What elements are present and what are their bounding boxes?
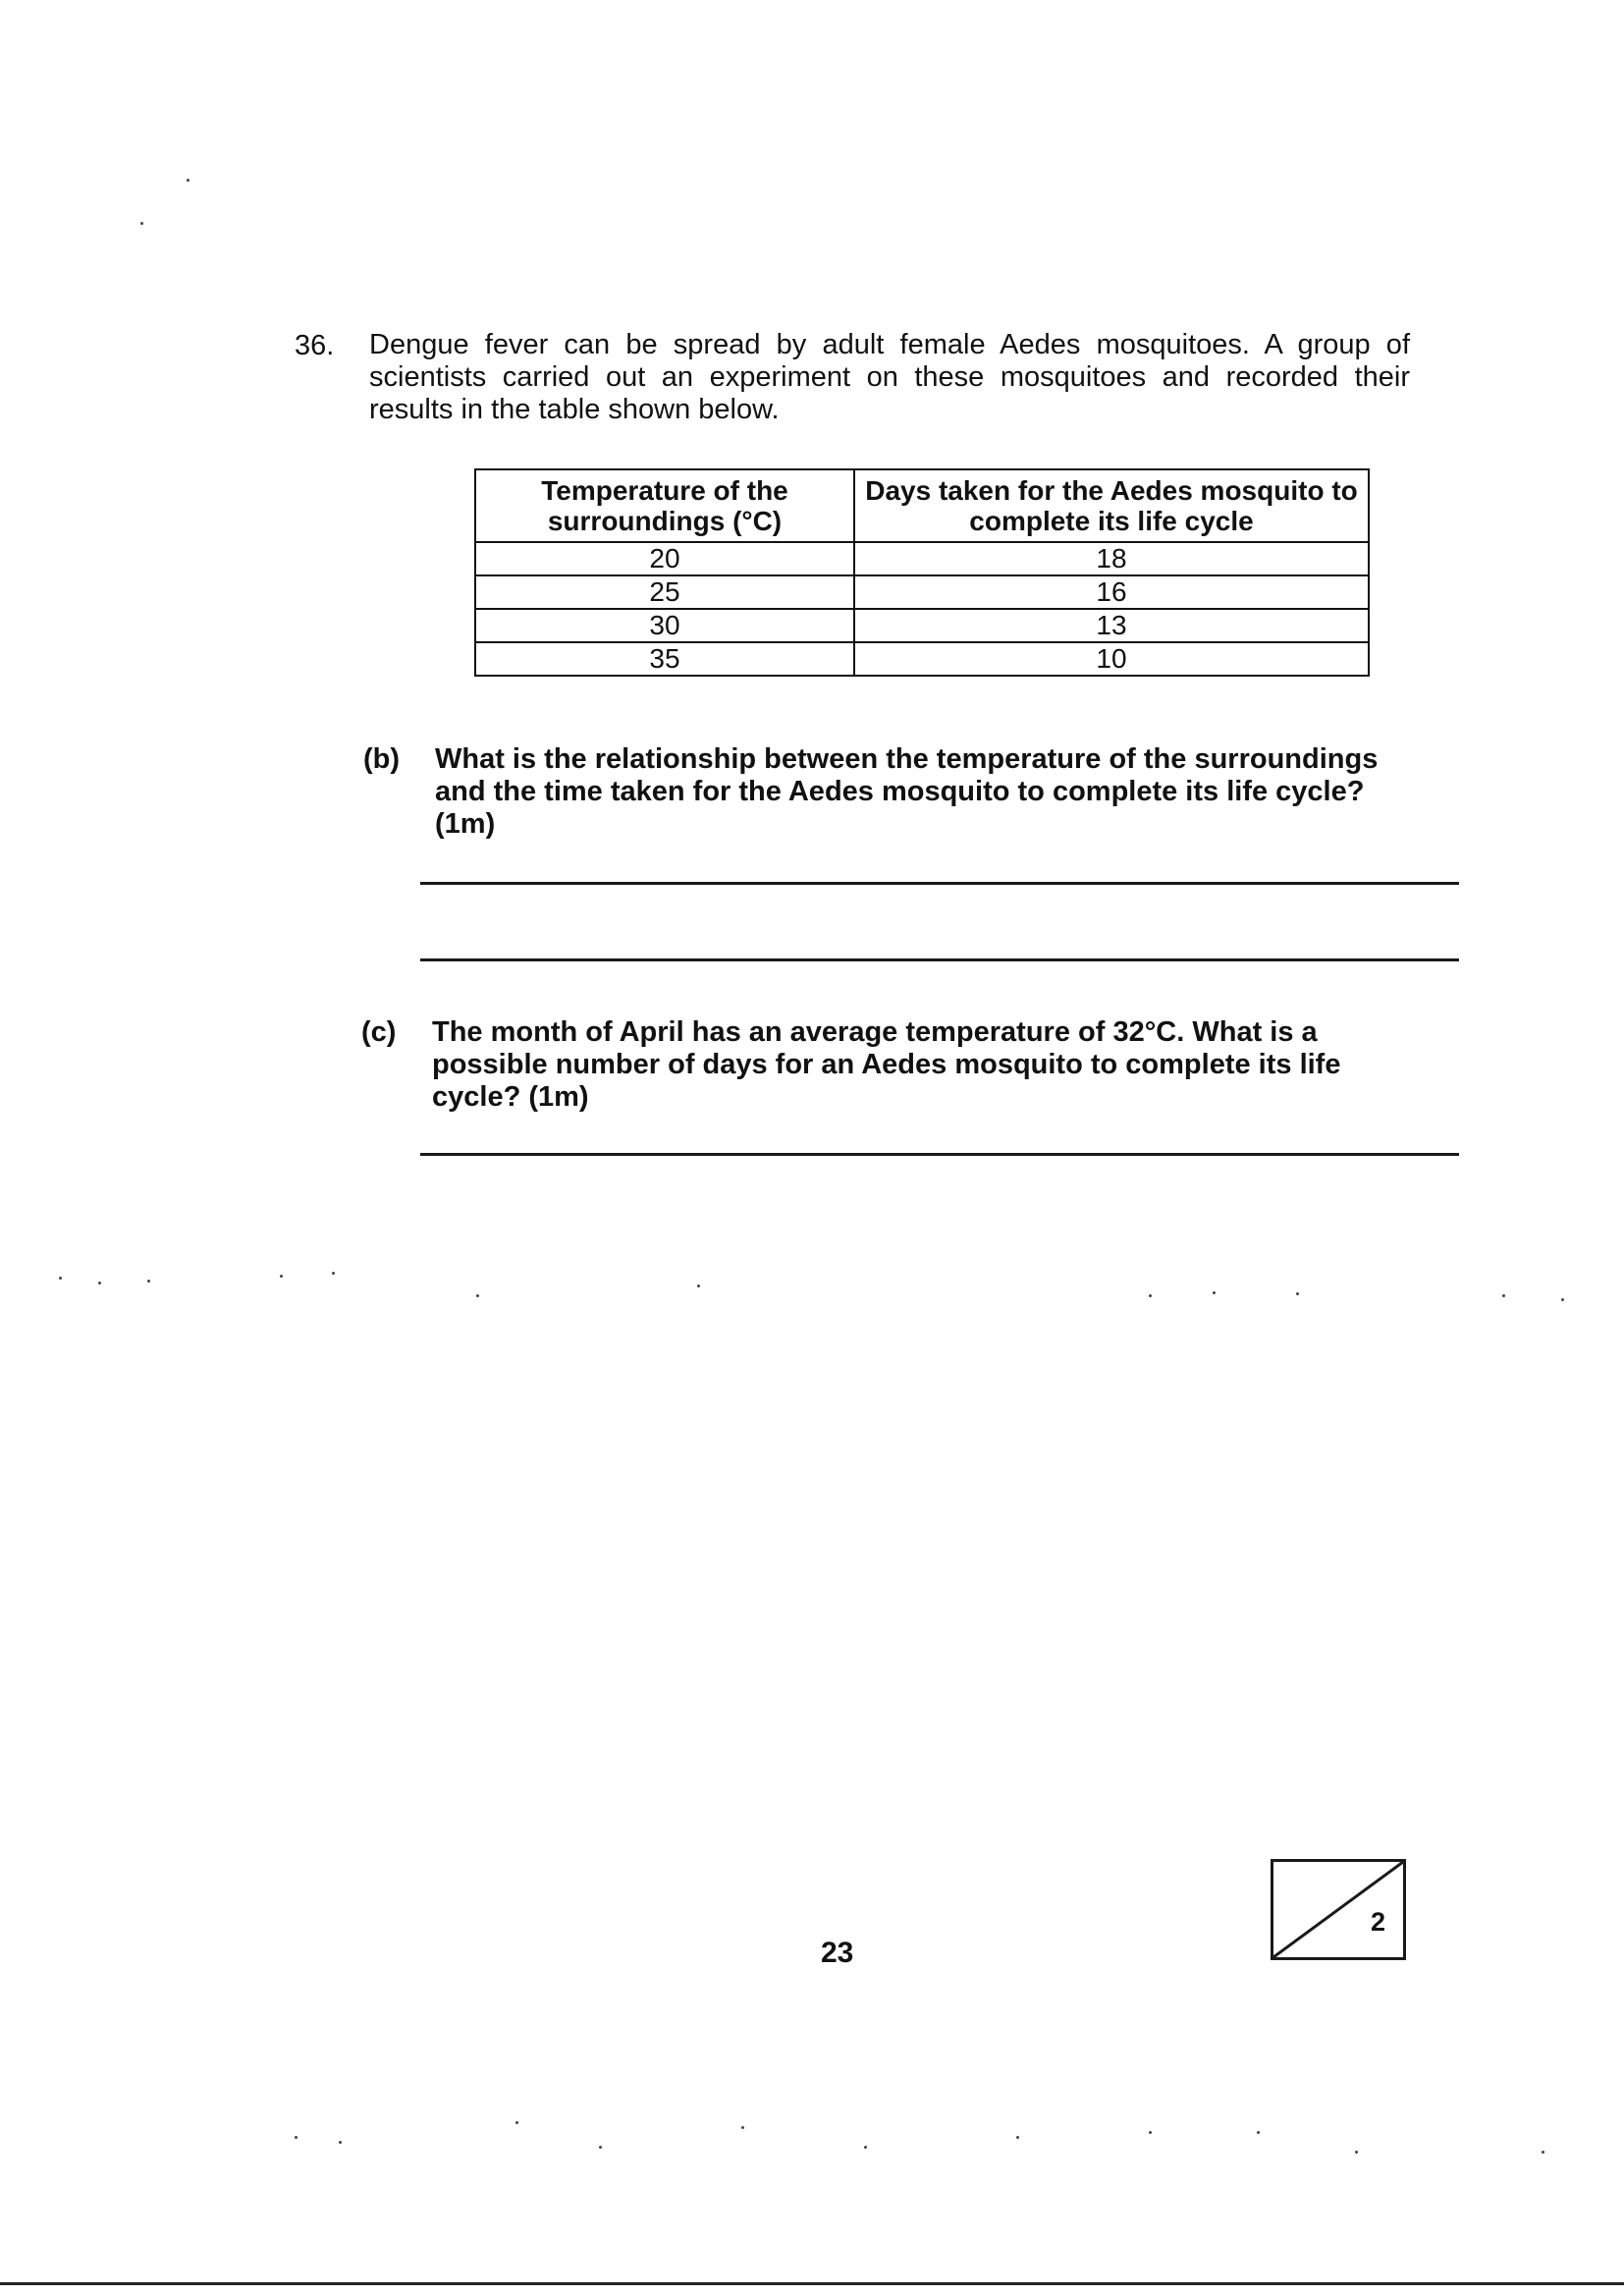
- answer-line-b2[interactable]: [420, 958, 1459, 961]
- header-temperature: Temperature of the surroundings (°C): [475, 469, 854, 542]
- scan-speck: [140, 222, 143, 225]
- table-row: [475, 575, 1369, 609]
- scan-speck: [332, 1272, 335, 1275]
- scan-speck: [1213, 1291, 1216, 1294]
- scan-speck: [147, 1280, 150, 1283]
- part-b-label: (b): [363, 743, 401, 775]
- table-row: [475, 642, 1369, 676]
- temperature-cell: 20: [475, 542, 854, 575]
- scan-speck: [1542, 2151, 1544, 2154]
- days-cell: 13: [854, 609, 1369, 642]
- scan-speck: [1561, 1298, 1564, 1301]
- table-row: [475, 609, 1369, 642]
- days-cell: 18: [854, 542, 1369, 575]
- part-c-label: (c): [361, 1016, 397, 1048]
- header-days: Days taken for the Aedes mosquito to complete its life cycle: [854, 469, 1369, 542]
- scan-speck: [1502, 1294, 1505, 1297]
- scan-speck: [1149, 2131, 1152, 2134]
- scan-speck: [1016, 2136, 1019, 2139]
- answer-line-b1[interactable]: [420, 882, 1459, 885]
- days-cell: 10: [854, 642, 1369, 676]
- marks-box: [1271, 1859, 1406, 1960]
- scan-speck: [59, 1277, 62, 1280]
- page-number: 23: [821, 1937, 854, 1969]
- scan-speck: [864, 2146, 867, 2149]
- answer-line-c1[interactable]: [420, 1153, 1459, 1156]
- scan-speck: [1149, 1294, 1152, 1297]
- scan-speck: [280, 1275, 283, 1278]
- question-number: 36.: [295, 330, 335, 361]
- scan-speck: [515, 2121, 518, 2124]
- scan-speck: [599, 2146, 602, 2149]
- scan-speck: [476, 1294, 479, 1297]
- part-c-question: The month of April has an average temperature of 32°C. What is a possible number of days for an Aedes mosquito to complete its life cycle? (1m): [432, 1016, 1341, 1113]
- temperature-cell: 30: [475, 609, 854, 642]
- part-b-question: What is the relationship between the temperature of the surroundings and the time taken for the Aedes mosquito to complete its life cycle? (1m): [435, 743, 1379, 840]
- scan-speck: [697, 1285, 700, 1287]
- scan-speck: [741, 2126, 744, 2129]
- scan-speck: [339, 2141, 342, 2144]
- table-row: [475, 542, 1369, 575]
- marks-value: 2: [1370, 1907, 1385, 1937]
- temperature-cell: 25: [475, 575, 854, 609]
- scan-speck: [187, 179, 189, 182]
- table-header-row: [475, 469, 1369, 542]
- days-cell: 16: [854, 575, 1369, 609]
- scan-speck: [1257, 2131, 1260, 2134]
- results-table: [474, 468, 1370, 677]
- scan-speck: [98, 1282, 101, 1285]
- bottom-rule: [0, 2282, 1624, 2285]
- scan-speck: [295, 2136, 298, 2139]
- scan-speck: [1355, 2151, 1358, 2154]
- temperature-cell: 35: [475, 642, 854, 676]
- question-stem: Dengue fever can be spread by adult female Aedes mosquitoes. A group of scientists carried out an experiment on these mosquitoes and recorded their results in the table shown below.: [369, 329, 1410, 425]
- scan-speck: [1296, 1292, 1299, 1295]
